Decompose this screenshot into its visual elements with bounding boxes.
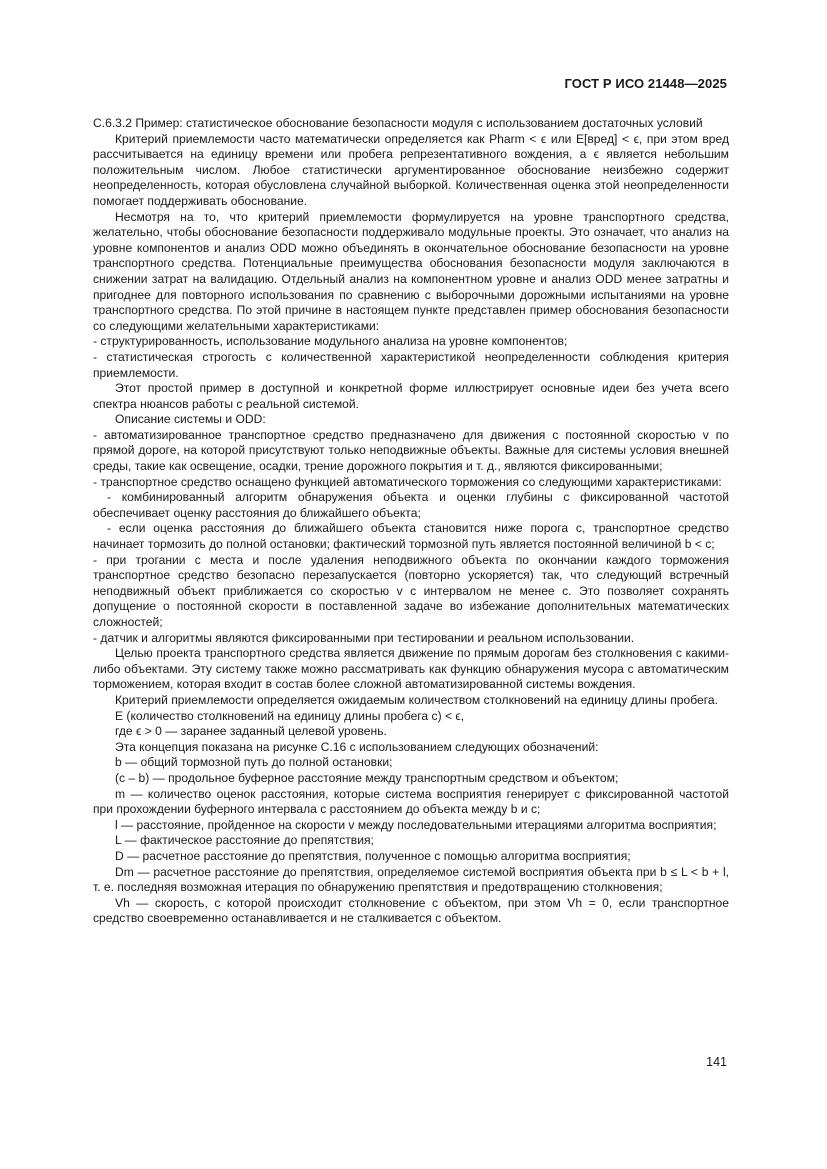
list-item: - транспортное средство оснащено функцией автоматического торможения со следующими характеристиками: xyxy=(93,474,722,489)
list-item: - при трогании с места и после удаления неподвижного объекта по окончании каждого торможения транспортное средство безопасно перезапускается (повторно ускоряется) так, что следующий встречный неподвижный объект приближается со скоростью v с интервалом не менее c. Это позволяет сохранять допущение о постоянной скорости в поставленной задаче во избежание дополнительных математических сложностей; xyxy=(93,552,729,629)
list-item: - датчик и алгоритмы являются фиксированными при тестировании и реальном использовании. xyxy=(93,630,635,645)
definition-item: (c – b) — продольное буферное расстояние между транспортным средством и объектом; xyxy=(115,770,619,785)
paragraph: Критерий приемлемости часто математически определяется как Pharm < ϵ или E[вред] < ϵ, при этом вред рассчитывается на единицу времени или пробега репрезентативного вождения, а ϵ является небольшим положительным числом. Любое статистически аргументированное обоснование неизбежно содержит неопределенность, которая обусловлена случайной выборкой. Количественная оценка этой неопределенности помогает поддерживать обоснование. xyxy=(93,131,729,208)
paragraph: Описание системы и ODD: xyxy=(115,412,266,427)
paragraph: Эта концепция показана на рисунке С.16 с использованием следующих обозначений: xyxy=(115,739,599,754)
paragraph: Этот простой пример в доступной и конкретной форме иллюстрирует основные идеи без учета всего спектра нюансов работы с реальной системой. xyxy=(93,381,729,411)
paragraph: Целью проекта транспортного средства является движение по прямым дорогам без столкновения с какими-либо объектами. Эту систему также можно рассматривать как функцию обнаружения мусора с автоматическим торможением, которая входит в состав более сложной автоматизированной системы вождения. xyxy=(93,646,729,692)
paragraph: где ϵ > 0 — заранее заданный целевой уровень. xyxy=(115,724,387,739)
sub-list-item: - если оценка расстояния до ближайшего объекта становится ниже порога c, транспортное средство начинает тормозить до полной остановки; фактический тормозной путь является постоянной величиной b < c; xyxy=(93,521,729,552)
paragraph: Несмотря на то, что критерий приемлемости формулируется на уровне транспортного средства, желательно, чтобы обоснование безопасности поддерживало модульные проекты. Это означает, что анализ на уровне компонентов и анализ ODD можно объединять в окончательное обоснование безопасности на уровне транспортного средства. Потенциальные преимущества обоснования безопасности модуля заключаются в снижении затрат на валидацию. Отдельный анализ на компонентном уровне и анализ ODD менее затратны и пригоднее для повторного использования по сравнению с выборочными дорожными испытаниями на уровне транспортного средства. По этой причине в настоящем пункте представлен пример обоснования безопасности со следующими желательными характеристиками: xyxy=(93,209,729,333)
definition-item: m — количество оценок расстояния, которые система восприятия генерирует с фиксированной частотой при прохождении буферного интервала с расстоянием до объекта между b и c; xyxy=(93,786,729,817)
document-header: ГОСТ Р ИСО 21448—2025 xyxy=(564,76,727,91)
definition-item: b — общий тормозной путь до полной остановки; xyxy=(115,755,393,770)
definition-item: l — расстояние, пройденное на скорости v между последовательными итерациями алгоритма восприятия; xyxy=(115,817,717,832)
definition-item: Dm — расчетное расстояние до препятствия, определяемое системой восприятия объекта при b ≤ L < b + l, т. е. последняя возможная итерация по обнаружению препятствия и предотвращению столкновения; xyxy=(93,864,729,895)
definition-item: D — расчетное расстояние до препятствия, полученное с помощью алгоритма восприятия; xyxy=(115,848,631,863)
sub-list-item: - комбинированный алгоритм обнаружения объекта и оценки глубины с фиксированной частотой обеспечивает оценку расстояния до ближайшего объекта; xyxy=(93,490,729,520)
section-heading: С.6.3.2 Пример: статистическое обоснование безопасности модуля с использованием достаточных условий xyxy=(93,116,703,130)
list-item: - статистическая строгость с количественной характеристикой неопределенности соблюдения критерия приемлемости. xyxy=(93,349,729,380)
page-number: 141 xyxy=(706,1055,727,1069)
formula: E (количество столкновений на единицу длины пробега c) < ϵ, xyxy=(115,708,465,723)
definition-item: L — фактическое расстояние до препятствия; xyxy=(115,833,374,848)
definition-item: Vh — скорость, с которой происходит столкновение с объектом, при этом Vh = 0, если транспортное средство своевременно останавливается и не сталкивается с объектом. xyxy=(93,895,729,926)
list-item: - структурированность, использование модульного анализа на уровне компонентов; xyxy=(93,334,568,349)
paragraph: Критерий приемлемости определяется ожидаемым количеством столкновений на единицу длины пробега. xyxy=(115,692,718,707)
list-item: - автоматизированное транспортное средство предназначено для движения с постоянной скоростью v по прямой дороге, на которой присутствуют только неподвижные объекты. Важные для системы условия внешней среды, такие как освещение, осадки, трение дорожного покрытия и т. д., являются фиксированными; xyxy=(93,427,729,474)
document-body xyxy=(93,116,729,927)
